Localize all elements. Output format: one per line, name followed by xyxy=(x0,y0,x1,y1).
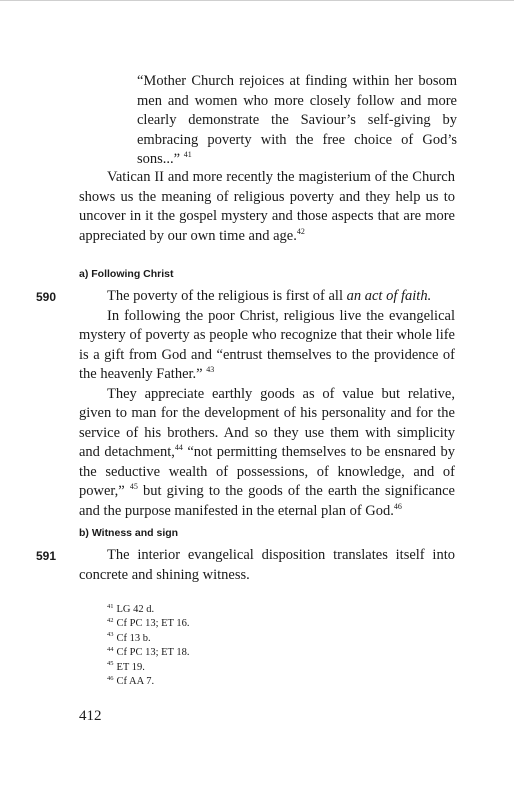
paragraph xyxy=(79,385,455,522)
footnote-number: 45 xyxy=(107,660,114,668)
footnote xyxy=(107,603,190,617)
footnote xyxy=(107,617,190,631)
intro-text: Vatican II and more recently the magisterium of the Church shows us the meaning of religious poverty and they help us to uncover in it the gospel mystery and those aspects that are more appreciated by our own time and age. xyxy=(79,169,455,244)
footnote-ref: 41 xyxy=(183,150,192,160)
footnote-number: 44 xyxy=(107,645,114,653)
footnote-text: Cf 13 b. xyxy=(116,632,151,644)
page-number: 412 xyxy=(79,708,102,724)
section-b-body xyxy=(79,546,455,585)
paragraph-text: The interior evangelical disposition translates itself into concrete and shining witness. xyxy=(79,547,455,583)
paragraph-text: They appreciate earthly goods as of value but relative, given to man for the development of his personality and for the service of his brothers. And so they use them with simplicity and detachment, xyxy=(79,385,455,460)
footnote xyxy=(107,646,190,660)
paragraph-text: “not permitting themselves to be ensnared by the seductive wealth of possessions, of knowledge, and of power,” xyxy=(79,444,456,499)
intro-paragraph xyxy=(79,168,455,246)
section-heading-a: a) Following Christ xyxy=(79,268,174,280)
paragraph xyxy=(79,307,455,385)
footnote-text: Cf AA 7. xyxy=(116,676,155,688)
footnote-number: 41 xyxy=(107,602,114,610)
section-a-body xyxy=(79,287,455,521)
footnote-ref: 46 xyxy=(393,501,402,511)
footnote-number: 43 xyxy=(107,631,114,639)
footnote xyxy=(107,661,190,675)
footnote-ref: 43 xyxy=(206,365,215,375)
footnote-ref: 44 xyxy=(174,443,183,453)
footnote xyxy=(107,675,190,689)
paragraph xyxy=(79,287,455,307)
block-quote xyxy=(137,72,457,170)
footnote-text: Cf PC 13; ET 18. xyxy=(116,647,190,659)
footnote-text: Cf PC 13; ET 16. xyxy=(116,618,190,630)
section-heading-b: b) Witness and sign xyxy=(79,527,179,539)
footnote-ref: 45 xyxy=(129,482,138,492)
footnote-text: ET 19. xyxy=(116,661,145,673)
footnotes xyxy=(107,603,190,689)
paragraph-text: In following the poor Christ, religious live the evangelical mystery of poverty as people who recognize that their whole life is a gift from God and “entrust themselves to the providence of the heavenly Father.” xyxy=(79,307,455,382)
margin-number-591: 591 xyxy=(36,549,57,563)
footnote-ref: 42 xyxy=(296,226,305,236)
footnote xyxy=(107,632,190,646)
paragraph-text: The poverty of the religious is first of all xyxy=(107,288,347,304)
quote-text: “Mother Church rejoices at finding within her bosom men and women who more closely follow and more clearly demonstrate the Saviour’s self-giving by embracing poverty with the free choice of God’s sons...” xyxy=(137,73,457,167)
footnote-number: 42 xyxy=(107,616,114,624)
margin-number-590: 590 xyxy=(36,290,57,304)
footnote-number: 46 xyxy=(107,674,114,682)
emphasis-text: an act of faith. xyxy=(346,288,432,304)
footnote-text: LG 42 d. xyxy=(116,604,155,615)
paragraph-text: but giving to the goods of the earth the significance and the purpose manifested in the eternal plan of God. xyxy=(79,483,455,519)
top-rule xyxy=(0,0,514,1)
